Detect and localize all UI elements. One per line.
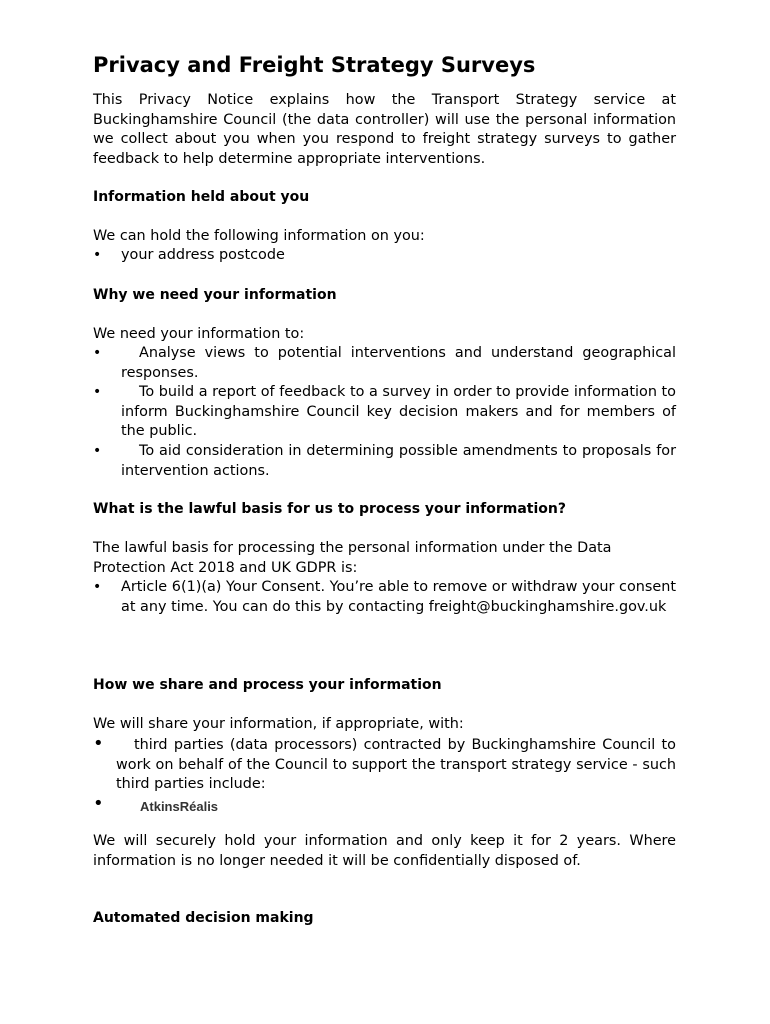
- heading-why-needed: Why we need your information: [93, 287, 337, 303]
- why-lead-text: We need your information to:: [93, 326, 305, 342]
- heading-automated-decision: Automated decision making: [93, 910, 314, 926]
- share-lead-text: We will share your information, if appropriate, with:: [93, 716, 464, 732]
- retention-paragraph: We will securely hold your information and only keep it for 2 years. Where information is no longer needed it will be confidentially disposed of.: [93, 833, 676, 869]
- held-item-postcode: your address postcode: [121, 247, 285, 263]
- heading-information-held: Information held about you: [93, 189, 310, 205]
- held-lead-text: We can hold the following information on you:: [93, 228, 425, 244]
- why-item-analyse: Analyse views to potential interventions and understand geographical responses.: [121, 345, 676, 381]
- bullet-icon: •: [93, 384, 102, 400]
- lawful-lead-text: The lawful basis for processing the personal information under the Data Protection Act 2018 and UK GDPR is:: [93, 540, 612, 576]
- share-item-third-parties: third parties (data processors) contracted by Buckinghamshire Council to work on behalf of the Council to support the transport strategy service - such third parties include:: [116, 737, 676, 792]
- share-item-atkins: AtkinsRéalis: [140, 799, 219, 814]
- bullet-icon: •: [93, 443, 102, 459]
- intro-paragraph: This Privacy Notice explains how the Transport Strategy service at Buckinghamshire Council (the data controller) will use the personal information we collect about you when you respond to freight strategy surveys to gather feedback to help determine appropriate interventions.: [93, 92, 676, 167]
- page-title: Privacy and Freight Strategy Surveys: [93, 53, 536, 77]
- why-item-report: To build a report of feedback to a survey in order to provide information to inform Buckinghamshire Council key decision makers and for members of the public.: [121, 384, 676, 439]
- bullet-icon: •: [93, 579, 102, 595]
- bullet-icon: •: [93, 733, 104, 754]
- heading-lawful-basis: What is the lawful basis for us to process your information?: [93, 501, 566, 517]
- bullet-icon: •: [93, 247, 102, 263]
- why-item-aid: To aid consideration in determining possible amendments to proposals for intervention actions.: [121, 443, 676, 479]
- bullet-icon: •: [93, 345, 102, 361]
- lawful-item-consent: Article 6(1)(a) Your Consent. You’re able to remove or withdraw your consent at any time. You can do this by contacting freight@buckinghamshire.gov.uk: [121, 579, 676, 615]
- heading-share-process: How we share and process your information: [93, 677, 442, 693]
- bullet-icon: •: [93, 793, 104, 814]
